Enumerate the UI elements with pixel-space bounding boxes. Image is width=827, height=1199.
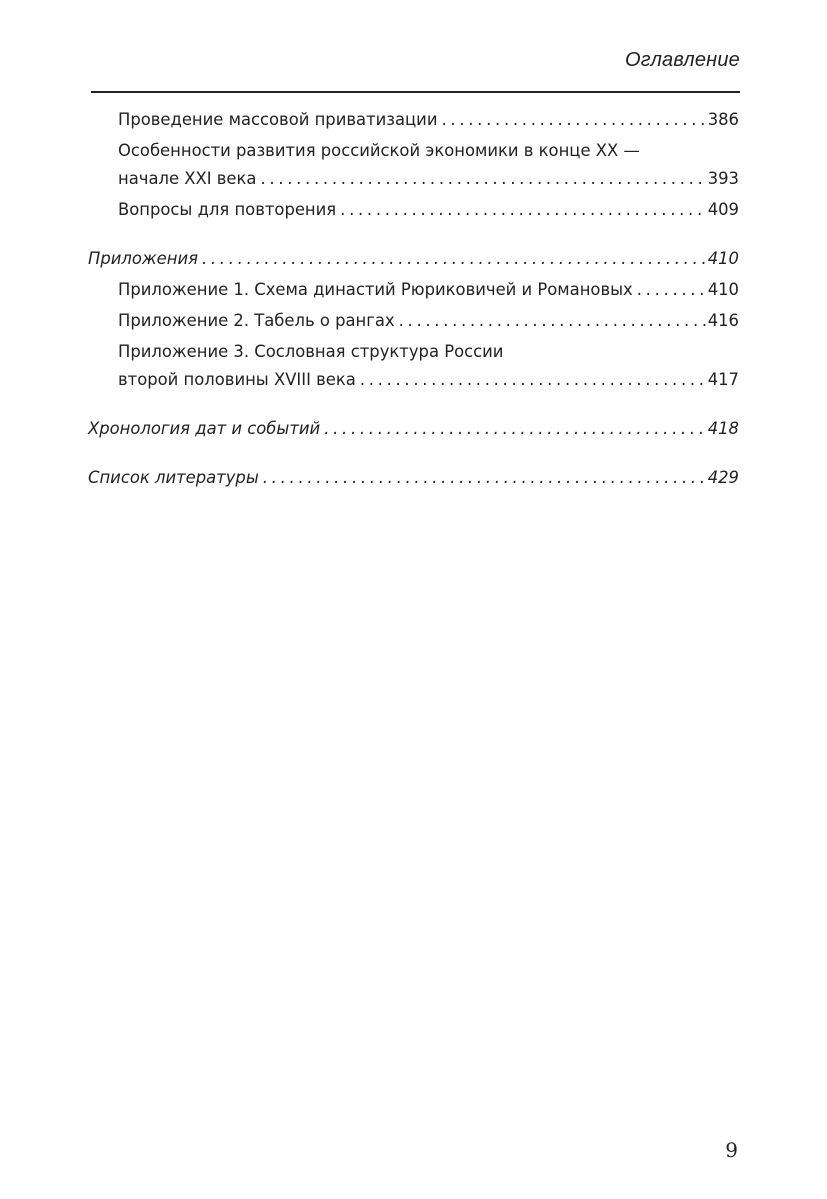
toc-entry-title: второй половины XVIII века — [118, 370, 356, 389]
dot-leader — [324, 415, 707, 443]
toc-entry-page: 429 — [707, 468, 739, 487]
toc-entry[interactable] — [88, 276, 739, 304]
toc-entry-page: 410 — [707, 249, 739, 268]
toc-entry-title: Вопросы для повторения — [118, 200, 337, 219]
toc-entry-title: Приложение 2. Табель о рангах — [118, 311, 395, 330]
dot-leader — [442, 106, 707, 134]
dot-leader — [263, 464, 707, 492]
toc-entry[interactable] — [88, 137, 739, 193]
toc-entry-title: Хронология дат и событий — [88, 419, 321, 438]
dot-leader — [637, 276, 707, 304]
dot-leader — [360, 366, 707, 394]
toc-entry[interactable] — [88, 106, 739, 134]
toc-entry-major[interactable] — [88, 415, 739, 443]
toc-entry[interactable] — [88, 196, 739, 224]
toc-entry-title: Список литературы — [88, 468, 259, 487]
toc-entry-title: Приложения — [88, 249, 198, 268]
dot-leader — [340, 196, 707, 224]
toc-entry-page: 393 — [707, 169, 739, 188]
toc-entry[interactable] — [88, 338, 739, 394]
running-head: Оглавление — [624, 49, 740, 71]
toc-entry-page: 409 — [707, 200, 739, 219]
header-rule — [91, 91, 740, 93]
dot-leader — [202, 245, 707, 273]
toc-entry-page: 417 — [707, 370, 739, 389]
toc-entry-title: Приложение 1. Схема династий Рюриковичей и Романовых — [118, 280, 633, 299]
toc-entry-page: 410 — [707, 280, 739, 299]
toc-entry-page: 416 — [707, 311, 739, 330]
dot-leader — [399, 307, 707, 335]
toc-entry-major[interactable] — [88, 245, 739, 273]
page-number: 9 — [725, 1138, 738, 1162]
toc-entry-page: 418 — [707, 419, 739, 438]
toc-entry-page: 386 — [707, 110, 739, 129]
toc-entry[interactable] — [88, 307, 739, 335]
toc-entry-title-line1: Приложение 3. Сословная структура России — [118, 342, 504, 361]
toc-entry-title-line1: Особенности развития российской экономики в конце XX — — [118, 141, 640, 160]
toc-entry-major[interactable] — [88, 464, 739, 492]
table-of-contents — [88, 106, 739, 492]
toc-entry-title: начале XXI века — [118, 169, 257, 188]
dot-leader — [260, 165, 706, 193]
toc-entry-title: Проведение массовой приватизации — [118, 110, 438, 129]
